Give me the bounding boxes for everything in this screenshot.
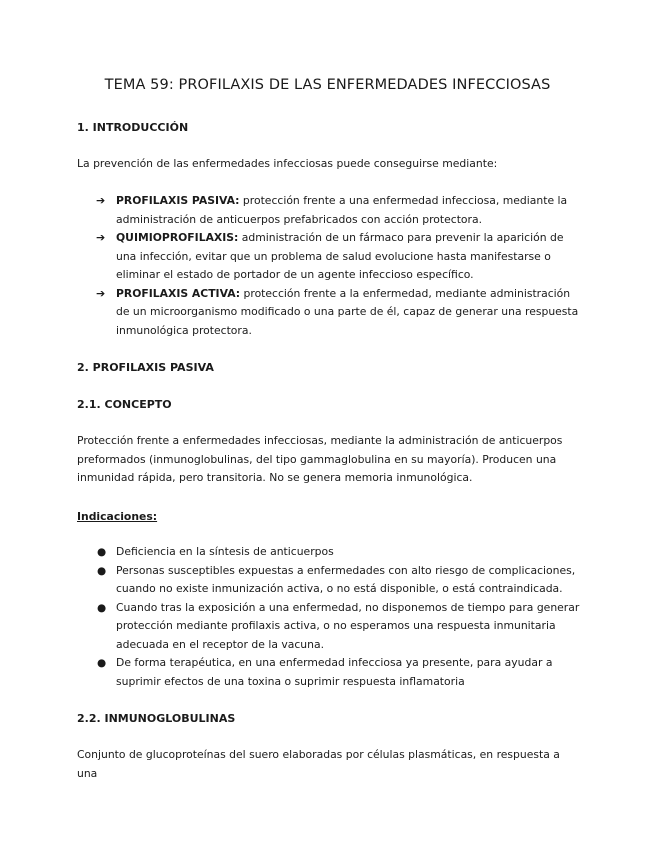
bullet-icon: ● xyxy=(97,657,107,669)
list-item xyxy=(96,192,581,229)
list-item xyxy=(96,543,581,562)
list-item-text: Cuando tras la exposición a una enfermedad, no disponemos de tiempo para generar protección mediante profilaxis activa, o no esperamos una respuesta inmunitaria adecuada en el receptor de la vacuna. xyxy=(116,600,580,651)
subsection-heading-inmunoglobulinas: 2.2. INMUNOGLOBULINAS xyxy=(77,712,236,725)
arrow-icon: ➔ xyxy=(96,231,106,244)
immunoglobulins-paragraph: Conjunto de glucoproteínas del suero elaboradas por células plasmáticas, en respuesta a una xyxy=(77,748,560,780)
list-item xyxy=(96,229,581,285)
section-heading-introduccion: 1. INTRODUCCIÓN xyxy=(77,121,189,134)
term-description: administración de un fármaco para prevenir la aparición de una infección, evitar que un problema de salud evolucione hasta manifestarse o eliminar el estado de portador de un agente infeccioso específico. xyxy=(116,231,564,281)
intro-paragraph: La prevención de las enfermedades infecciosas puede conseguirse mediante: xyxy=(77,157,498,170)
list-item-text: De forma terapéutica, en una enfermedad infecciosa ya presente, para ayudar a suprimir efectos de una toxina o suprimir respuesta inflamatoria xyxy=(116,656,553,688)
list-item xyxy=(96,599,581,655)
term-label: PROFILAXIS PASIVA: xyxy=(116,194,240,207)
subsection-heading-concepto: 2.1. CONCEPTO xyxy=(77,398,172,411)
list-item xyxy=(96,654,581,691)
arrow-icon: ➔ xyxy=(96,286,106,300)
section-heading-profilaxis-pasiva: 2. PROFILAXIS PASIVA xyxy=(77,361,214,374)
document-title: TEMA 59: PROFILAXIS DE LAS ENFERMEDADES INFECCIOSAS xyxy=(104,77,551,93)
list-item-text: Deficiencia en la síntesis de anticuerpos xyxy=(116,545,334,558)
bullet-icon: ● xyxy=(97,601,107,614)
prophylaxis-types-list xyxy=(96,192,581,340)
arrow-icon: ➔ xyxy=(96,194,106,207)
list-item xyxy=(96,562,581,599)
indications-label: Indicaciones: xyxy=(77,510,158,523)
concept-paragraph: Protección frente a enfermedades infecciosas, mediante la administración de anticuerpos preformados (inmunoglobulinas, del tipo gammaglobulina en su mayoría). Producen una inmunidad rápida, pero transitoria. No se genera memoria inmunológica. xyxy=(77,434,563,484)
list-item xyxy=(96,285,581,341)
bullet-icon: ● xyxy=(97,564,107,577)
term-description: protección frente a una enfermedad infecciosa, mediante la administración de anticuerpos prefabricados con acción protectora. xyxy=(116,194,568,226)
indications-list xyxy=(96,543,581,691)
term-label: PROFILAXIS ACTIVA: xyxy=(116,286,241,300)
list-item-text: Personas susceptibles expuestas a enfermedades con alto riesgo de complicaciones, cuando no existe inmunización activa, o no está disponible, o está contraindicada. xyxy=(116,563,576,595)
bullet-icon: ● xyxy=(97,546,107,558)
term-description: protección frente a la enfermedad, mediante administración de un microorganismo modificado o una parte de él, capaz de generar una respuesta inmunológica protectora. xyxy=(116,286,579,337)
term-label: QUIMIOPROFILAXIS: xyxy=(116,231,239,244)
